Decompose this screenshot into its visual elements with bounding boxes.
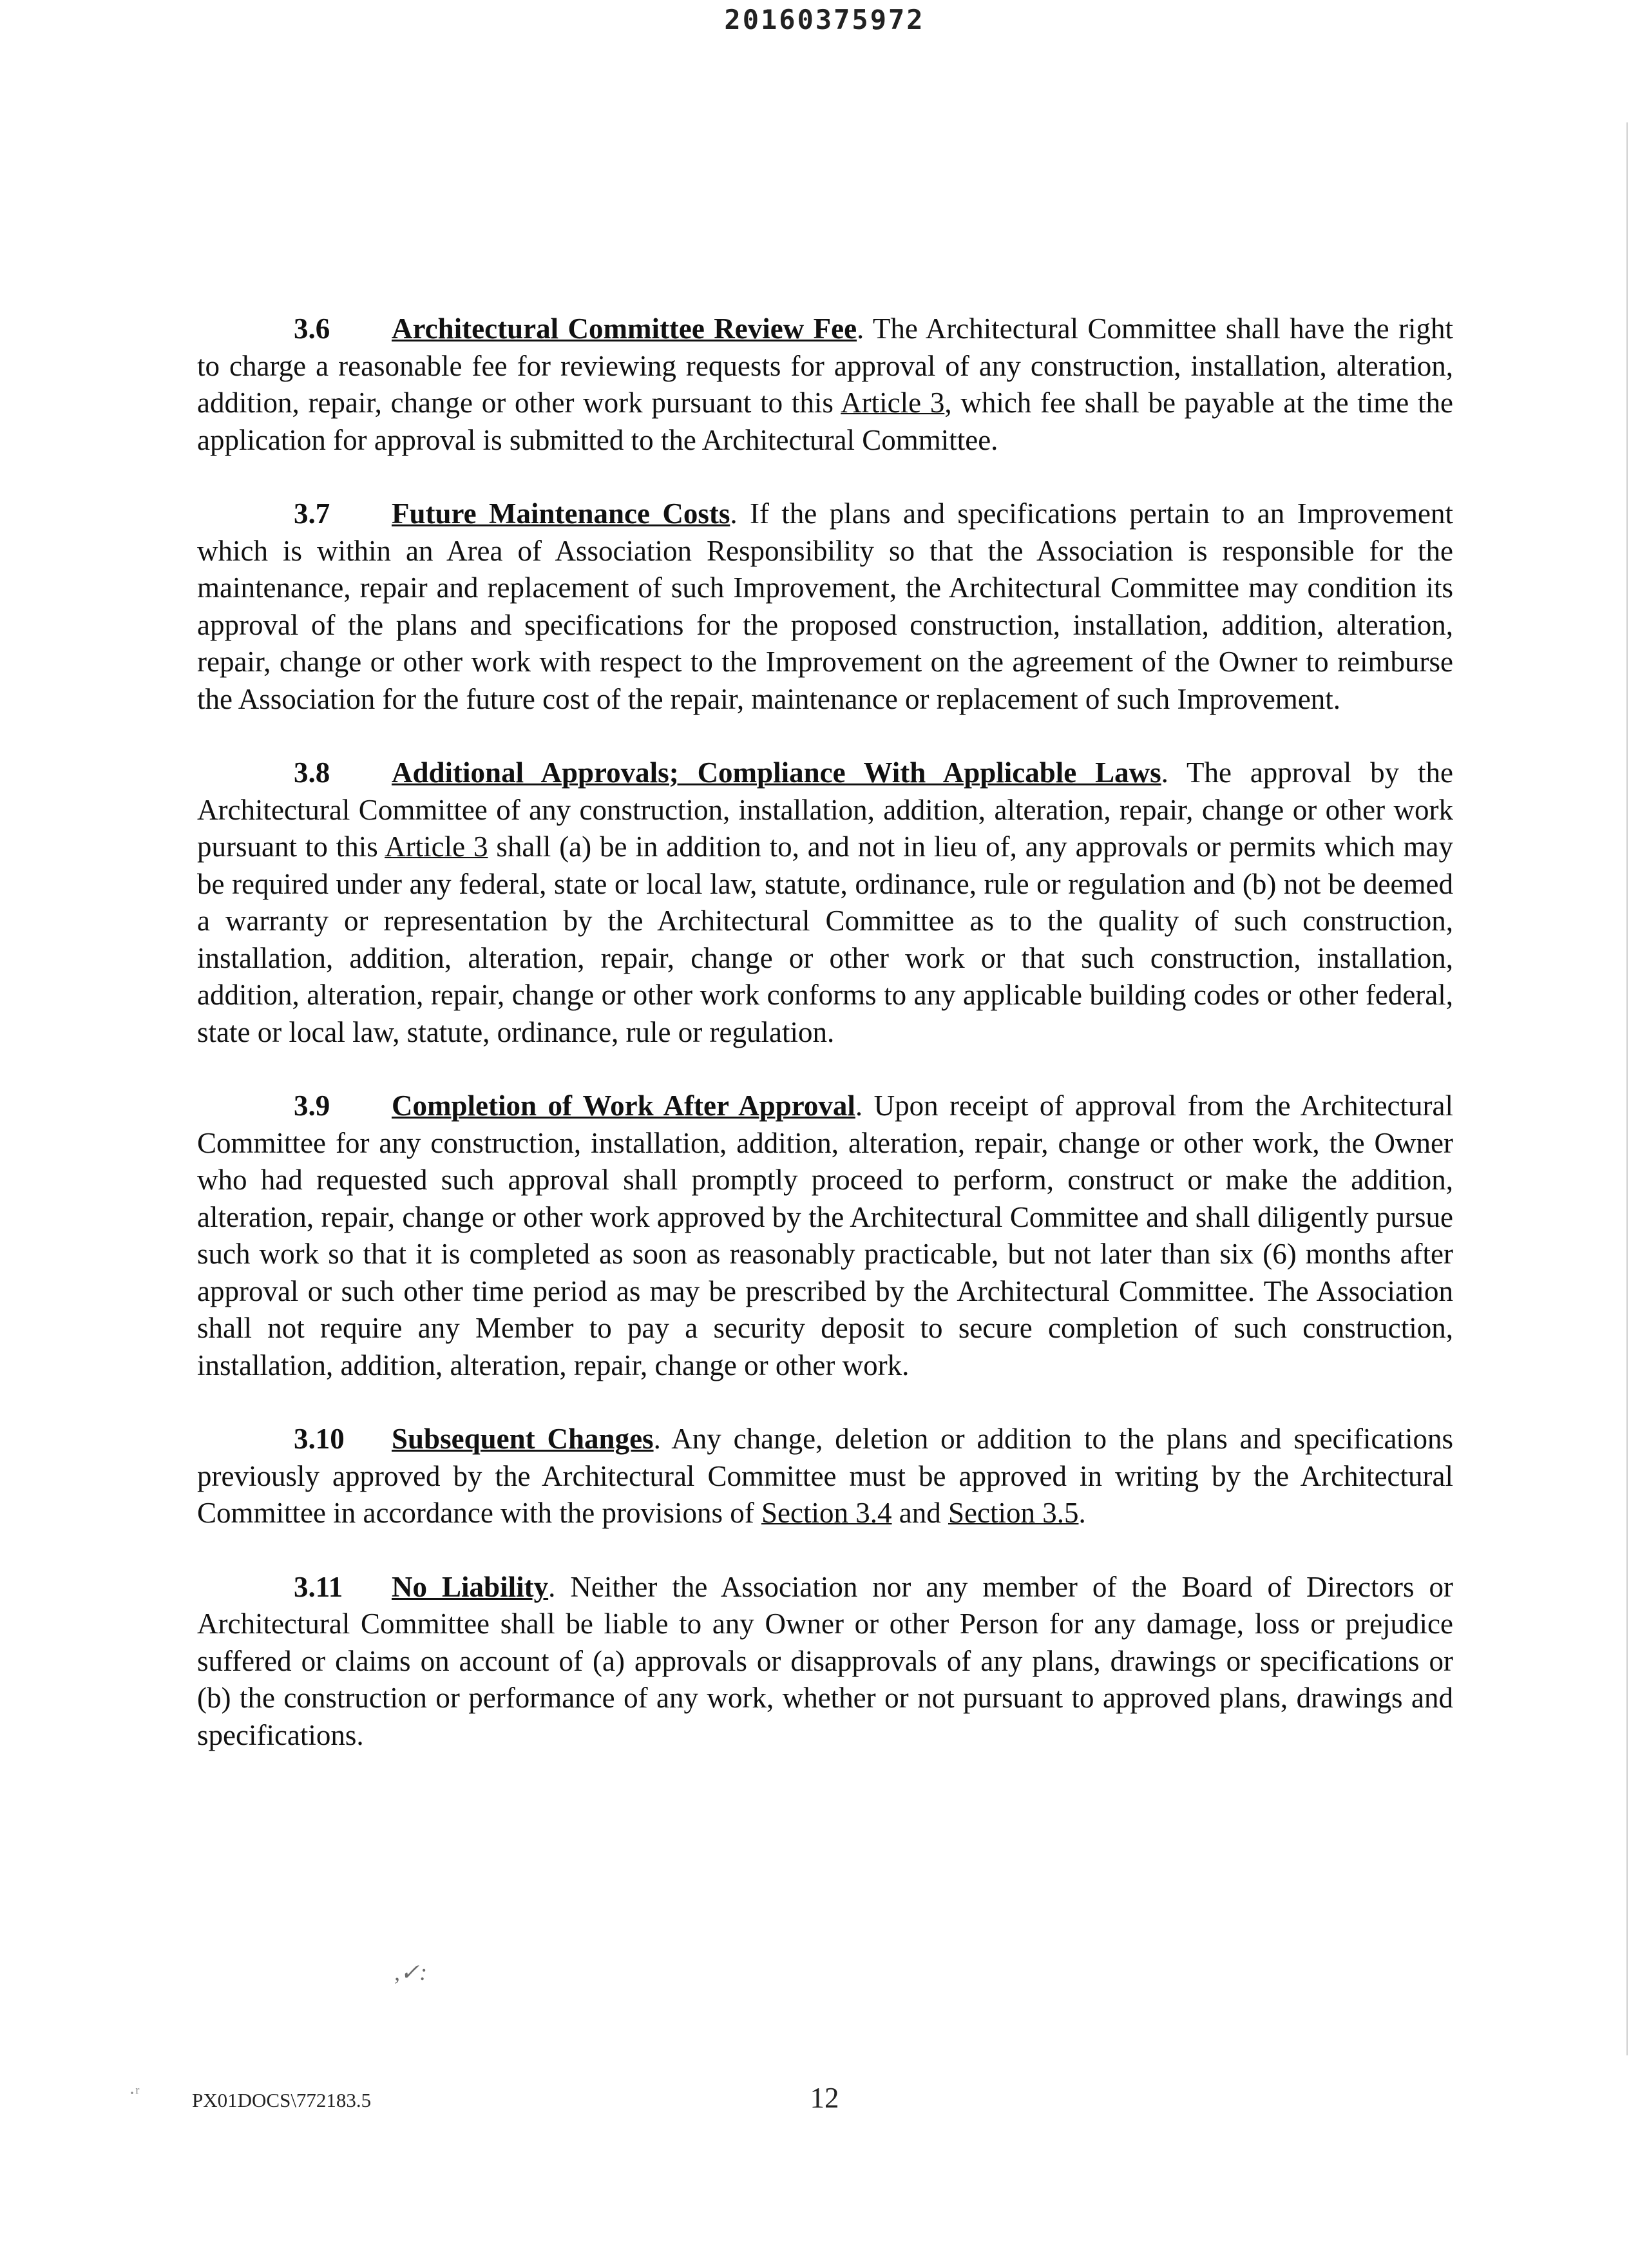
section-3-6 [197, 311, 1453, 459]
section-text: . Any change, deletion or addition to the plans and specifications previously approved by the Architectural Committee must be approved in writing by the Architectural Committee in accordance with the provisions of [197, 1423, 1453, 1529]
section-number: 3.8 [294, 756, 330, 789]
section-text: . The approval by the Architectural Committee of any construction, installation, addition, alteration, repair, change or other work pursuant to this [197, 756, 1454, 863]
section-title: Completion of Work After Approval [392, 1090, 855, 1122]
article-reference: Article 3 [841, 387, 945, 419]
section-text: shall (a) be in addition to, and not in lieu of, any approvals or permits which may be required under any federal, state or local law, statute, ordinance, rule or regulation and (b) not be deemed a warranty or representation by the Architectural Committee as to the quality of such construction, installation, addition, alteration, repair, change or other work or that such construction, installation, addition, alteration, repair, change or other work conforms to any applicable building codes or other federal, state or local law, statute, ordinance, rule or regulation. [197, 831, 1453, 1048]
document-number: 20160375972 [724, 4, 925, 35]
section-title: Architectural Committee Review Fee [392, 312, 857, 345]
section-3-7 [197, 495, 1453, 718]
section-text: and [891, 1497, 948, 1529]
section-3-11 [197, 1569, 1453, 1754]
section-number: 3.10 [294, 1423, 345, 1455]
handwritten-mark: ,✓: [394, 1959, 428, 1985]
section-3-9 [197, 1088, 1453, 1384]
section-reference: Section 3.4 [761, 1497, 892, 1529]
section-text: , which fee shall be payable at the time the application for approval is submitted to the Architectural Committee. [197, 387, 1453, 456]
scan-edge-line [1626, 122, 1628, 2055]
section-title: Additional Approvals; Compliance With Applicable Laws [392, 756, 1161, 789]
section-number: 3.7 [294, 497, 330, 530]
section-number: 3.11 [294, 1570, 343, 1603]
section-text: . Upon receipt of approval from the Architectural Committee for any construction, installation, addition, alteration, repair, change or other work, the Owner who had requested such approval shall promptly proceed to perform, construct or make the addition, alteration, repair, change or other work approved by the Architectural Committee and shall diligently pursue such work so that it is completed as soon as reasonably practicable, but not later than six (6) months after approval or such other time period as may be prescribed by the Architectural Committee. The Association shall not require any Member to pay a security deposit to secure completion of such construction, installation, addition, alteration, repair, change or other work. [197, 1090, 1453, 1381]
document-body [197, 311, 1453, 1791]
section-title: Subsequent Changes [392, 1423, 654, 1455]
section-text: . If the plans and specifications pertain to an Improvement which is within an Area of Association Responsibility so that the Association is responsible for the maintenance, repair and replacement of such Improvement, the Architectural Committee may condition its approval of the plans and specifications for the proposed construction, installation, addition, alteration, repair, change or other work with respect to the Improvement on the agreement of the Owner to reimburse the Association for the future cost of the repair, maintenance or replacement of such Improvement. [197, 497, 1453, 715]
section-number: 3.9 [294, 1090, 330, 1122]
article-reference: Article 3 [385, 831, 488, 863]
section-reference: Section 3.5 [948, 1497, 1079, 1529]
section-text: . Neither the Association nor any member of the Board of Directors or Architectural Committee shall be liable to any Owner or other Person for any damage, loss or prejudice suffered or claims on account of (a) approvals or disapprovals of any plans, drawings or specifications or (b) the construction or performance of any work, whether or not pursuant to approved plans, drawings and specifications. [197, 1570, 1453, 1751]
page-number: 12 [810, 2082, 839, 2114]
section-number: 3.6 [294, 312, 330, 345]
footer-document-id: PX01DOCS\772183.5 [192, 2089, 372, 2111]
scan-artifact-mark: ·ʳ [129, 2082, 140, 2104]
section-title: Future Maintenance Costs [392, 497, 730, 530]
section-3-8 [197, 754, 1453, 1051]
section-text: . The Architectural Committee shall have the right to charge a reasonable fee for reviewing requests for approval of any construction, installation, alteration, addition, repair, change or other work pursuant to this [197, 312, 1453, 419]
section-3-10 [197, 1421, 1453, 1532]
section-text: . [1078, 1497, 1086, 1529]
section-title: No Liability [392, 1570, 549, 1603]
